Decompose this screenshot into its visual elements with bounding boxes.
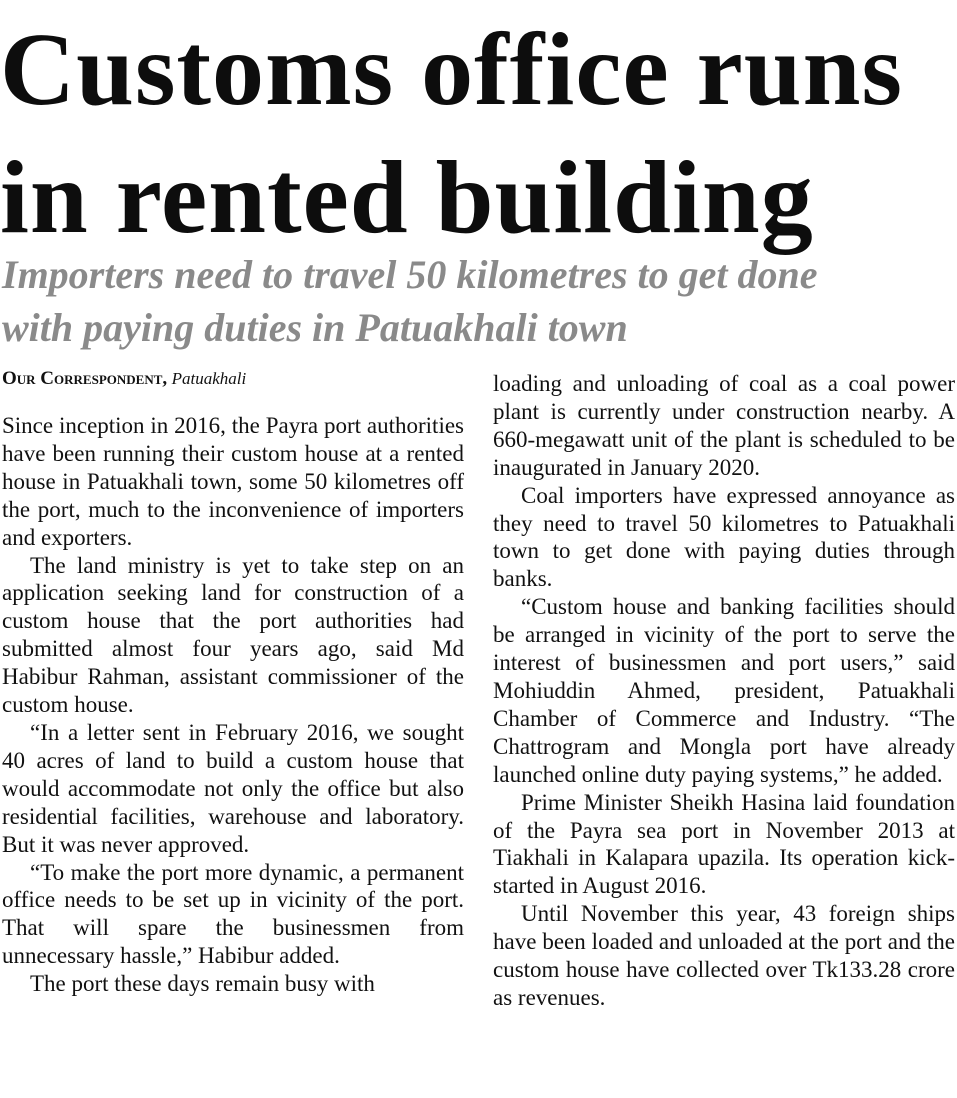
- headline-line-2: in rented building: [0, 140, 814, 255]
- headline-line-1: Customs office runs: [0, 12, 903, 127]
- body-paragraph: The land ministry is yet to take step on an application seeking land for construction of a custom house that the port authorities had submitted almost four years ago, said Md Habibur Rahman, assistant commissioner of the custom house.: [2, 552, 464, 718]
- body-paragraph: Until November this year, 43 foreign ships have been loaded and unloaded at the port and the custom house have collected over Tk133.28 crore as revenues.: [493, 901, 955, 1010]
- article-column-right: [493, 370, 955, 1012]
- article-column-left: [2, 412, 464, 998]
- body-paragraph: “Custom house and banking facilities should be arranged in vicinity of the port to serve the interest of businessmen and port users,” said Mohiuddin Ahmed, president, Patuakhali Chamber of Commerce and Industry. “The Chattrogram and Mongla port have already launched online duty paying systems,” he added.: [493, 594, 955, 787]
- byline-author: Our Correspondent,: [2, 368, 168, 389]
- subheadline-line-1: Importers need to travel 50 kilometres to get done: [2, 252, 818, 297]
- body-paragraph: Prime Minister Sheikh Hasina laid foundation of the Payra sea port in November 2013 at Tiakhali in Kalapara upazila. Its operation kick-started in August 2016.: [493, 789, 955, 899]
- body-paragraph: loading and unloading of coal as a coal power plant is currently under construction nearby. A 660-megawatt unit of the plant is scheduled to be inaugurated in January 2020.: [493, 371, 955, 480]
- byline-location: Patuakhali: [171, 369, 247, 388]
- body-paragraph: Since inception in 2016, the Payra port authorities have been running their custom house at a rented house in Patuakhali town, some 50 kilometres off the port, much to the inconvenience of importers and exporters.: [2, 413, 464, 550]
- subheadline-line-2: with paying duties in Patuakhali town: [2, 305, 628, 350]
- headline: [0, 6, 957, 262]
- body-paragraph: “In a letter sent in February 2016, we sought 40 acres of land to build a custom house that would accommodate not only the office but also residential facilities, warehouse and laboratory. But it was never approved.: [2, 719, 464, 857]
- byline: [2, 366, 246, 391]
- body-paragraph: Coal importers have expressed annoyance as they need to travel 50 kilometres to Patuakhali town to get done with paying duties through banks.: [493, 482, 955, 592]
- subheadline: [2, 248, 957, 354]
- body-paragraph: The port these days remain busy with: [30, 971, 375, 997]
- body-paragraph: “To make the port more dynamic, a permanent office needs to be set up in vicinity of the port. That will spare the businessmen from unnecessary hassle,” Habibur added.: [2, 859, 464, 969]
